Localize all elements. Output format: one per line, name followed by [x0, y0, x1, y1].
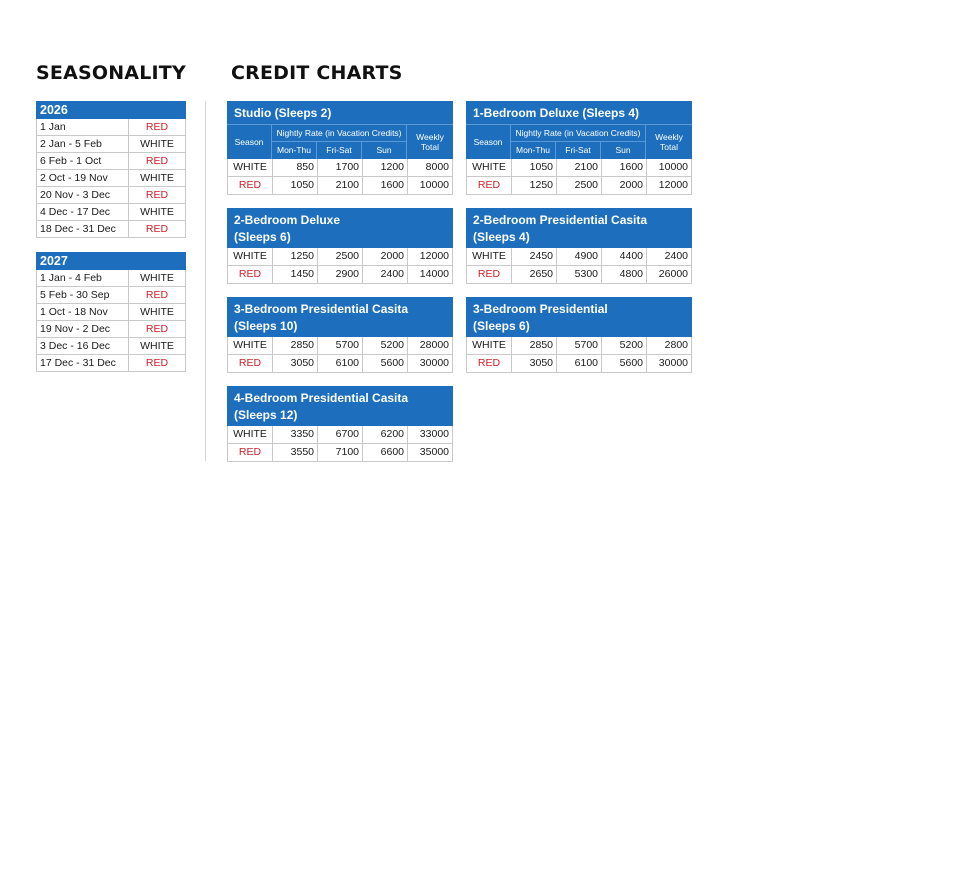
- fri-sat-header: Fri-Sat: [555, 142, 600, 159]
- season-row: [36, 119, 186, 136]
- weekly-total-value: 35000: [419, 446, 449, 458]
- mon-thu-header: Mon-Thu: [515, 145, 550, 155]
- card-title-line: 3-Bedroom Presidential Casita: [234, 302, 409, 316]
- rate-row: [227, 426, 453, 444]
- season-name: WHITE: [140, 272, 174, 284]
- mon-thu-value: 2650: [512, 266, 557, 283]
- fri-sat-header: Fri-Sat: [316, 142, 361, 159]
- rate-season: WHITE: [228, 159, 273, 176]
- sun-value: 5200: [363, 337, 408, 354]
- card-title: [466, 297, 692, 337]
- weekly-total-value: 30000: [658, 357, 688, 369]
- card-title-line: 3-Bedroom Presidential: [473, 302, 608, 316]
- card-title-line: 4-Bedroom Presidential Casita: [234, 391, 409, 405]
- weekly-total-value: 12000: [419, 250, 449, 262]
- sun-value: 1200: [363, 159, 408, 176]
- season-name: WHITE: [140, 206, 174, 218]
- column-header-row: [227, 124, 453, 159]
- fri-sat-value: 5300: [557, 266, 602, 283]
- fri-sat-value: 2100: [318, 177, 363, 194]
- card-title-line: Studio (Sleeps 2): [234, 106, 332, 120]
- season-row: [36, 187, 186, 204]
- credit-chart-card: [227, 208, 453, 284]
- rate-season: WHITE: [228, 337, 273, 354]
- season-row: [36, 270, 186, 287]
- sun-value: 4800: [602, 266, 647, 283]
- season-name: WHITE: [140, 340, 174, 352]
- rate-row: [466, 266, 692, 284]
- fri-sat-value: 6700: [318, 426, 363, 443]
- season-date-range: 1 Oct - 18 Nov: [37, 304, 129, 320]
- rate-season: WHITE: [467, 248, 512, 265]
- sun-value: 5600: [602, 355, 647, 372]
- season-table-2027: [36, 252, 186, 372]
- rate-season: RED: [467, 266, 512, 283]
- card-title-line: 2-Bedroom Presidential Casita: [473, 213, 648, 227]
- season-row: [36, 153, 186, 170]
- weekly-label: Weekly: [655, 132, 683, 142]
- weekly-total-value: 12000: [658, 179, 688, 191]
- season-table-2026: [36, 101, 186, 238]
- nightly-rate-header: [511, 125, 646, 159]
- rate-row: [227, 355, 453, 373]
- card-title: [227, 386, 453, 426]
- sun-header: Sun: [361, 142, 406, 159]
- sun-value: 2000: [363, 248, 408, 265]
- fri-sat-value: 2500: [318, 248, 363, 265]
- season-name: WHITE: [140, 172, 174, 184]
- season-date-range: 2 Jan - 5 Feb: [37, 136, 129, 152]
- sun-value: 2400: [363, 266, 408, 283]
- season-row: [36, 321, 186, 338]
- mon-thu-value: 3350: [273, 426, 318, 443]
- season-name: RED: [145, 357, 169, 369]
- weekly-total-header: [407, 125, 453, 159]
- fri-sat-value: 5700: [557, 337, 602, 354]
- rate-season: WHITE: [467, 159, 512, 176]
- season-row: [36, 170, 186, 187]
- mon-thu-value: 3050: [273, 355, 318, 372]
- sun-value: 5600: [363, 355, 408, 372]
- season-date-range: 1 Jan: [37, 119, 129, 135]
- season-date-range: 4 Dec - 17 Dec: [37, 204, 129, 220]
- card-title: [227, 101, 453, 124]
- rate-season: WHITE: [228, 248, 273, 265]
- weekly-total-value: 2400: [664, 250, 688, 262]
- card-title-sleeps: (Sleeps 6): [473, 319, 530, 333]
- sun-value: 6600: [363, 444, 408, 461]
- rate-season: RED: [467, 177, 512, 194]
- weekly-total-value: 33000: [419, 428, 449, 440]
- season-date-range: 18 Dec - 31 Dec: [37, 221, 129, 237]
- fri-sat-value: 1700: [318, 159, 363, 176]
- credit-chart-card: [227, 386, 453, 462]
- card-title: [227, 208, 453, 248]
- credit-chart-card: [466, 297, 692, 373]
- season-row: [36, 221, 186, 238]
- season-column-header: Season: [227, 125, 272, 159]
- season-year-header: 2026: [36, 101, 186, 119]
- card-title: [227, 297, 453, 337]
- sun-header: Sun: [600, 142, 645, 159]
- rate-row: [227, 159, 453, 177]
- credit-chart-card: [466, 101, 692, 195]
- sun-value: 1600: [602, 159, 647, 176]
- total-label: Total: [660, 142, 678, 152]
- rate-season: RED: [228, 177, 273, 194]
- season-row: [36, 204, 186, 221]
- card-title-sleeps: (Sleeps 12): [234, 408, 298, 422]
- mon-thu-value: 3550: [273, 444, 318, 461]
- seasonality-heading: SEASONALITY: [36, 62, 186, 84]
- fri-sat-value: 2100: [557, 159, 602, 176]
- mon-thu-value: 3050: [512, 355, 557, 372]
- card-title-sleeps: (Sleeps 10): [234, 319, 298, 333]
- rate-season: WHITE: [228, 426, 273, 443]
- season-name: WHITE: [140, 306, 174, 318]
- weekly-total-header: [646, 125, 692, 159]
- mon-thu-header: Mon-Thu: [276, 145, 311, 155]
- rate-season: RED: [228, 266, 273, 283]
- sun-value: 5200: [602, 337, 647, 354]
- weekly-total-value: 26000: [658, 268, 688, 280]
- total-label: Total: [421, 142, 439, 152]
- fri-sat-value: 2900: [318, 266, 363, 283]
- credit-chart-card: [227, 101, 453, 195]
- card-title-line: 1-Bedroom Deluxe (Sleeps 4): [473, 106, 640, 120]
- mon-thu-value: 2850: [273, 337, 318, 354]
- season-date-range: 6 Feb - 1 Oct: [37, 153, 129, 169]
- season-row: [36, 338, 186, 355]
- fri-sat-value: 6100: [318, 355, 363, 372]
- card-title: [466, 101, 692, 124]
- fri-sat-value: 7100: [318, 444, 363, 461]
- weekly-total-value: 8000: [425, 161, 449, 173]
- mon-thu-value: 2450: [512, 248, 557, 265]
- sun-value: 2000: [602, 177, 647, 194]
- season-date-range: 17 Dec - 31 Dec: [37, 355, 129, 371]
- season-row: [36, 287, 186, 304]
- fri-sat-value: 5700: [318, 337, 363, 354]
- season-name: RED: [145, 289, 169, 301]
- rate-season: WHITE: [467, 337, 512, 354]
- weekly-total-value: 10000: [658, 161, 688, 173]
- weekly-total-value: 28000: [419, 339, 449, 351]
- mon-thu-value: 850: [273, 159, 318, 176]
- season-year-header: 2027: [36, 252, 186, 270]
- nightly-rate-label: Nightly Rate (in Vacation Credits): [511, 125, 645, 142]
- rate-row: [466, 159, 692, 177]
- season-name: WHITE: [140, 138, 174, 150]
- rate-row: [466, 177, 692, 195]
- fri-sat-value: 4900: [557, 248, 602, 265]
- weekly-label: Weekly: [416, 132, 444, 142]
- season-column-header: Season: [466, 125, 511, 159]
- mon-thu-value: 1050: [273, 177, 318, 194]
- season-name: RED: [145, 155, 169, 167]
- rate-row: [466, 355, 692, 373]
- weekly-total-value: 14000: [419, 268, 449, 280]
- rate-row: [227, 177, 453, 195]
- section-divider: [205, 101, 206, 461]
- sun-value: 6200: [363, 426, 408, 443]
- fri-sat-value: 2500: [557, 177, 602, 194]
- season-date-range: 1 Jan - 4 Feb: [37, 270, 129, 286]
- rate-season: RED: [228, 355, 273, 372]
- card-title: [466, 208, 692, 248]
- nightly-rate-header: [272, 125, 407, 159]
- mon-thu-value: 2850: [512, 337, 557, 354]
- column-header-row: [466, 124, 692, 159]
- season-name: RED: [145, 323, 169, 335]
- credit-chart-card: [227, 297, 453, 373]
- mon-thu-value: 1050: [512, 159, 557, 176]
- season-date-range: 19 Nov - 2 Dec: [37, 321, 129, 337]
- season-date-range: 3 Dec - 16 Dec: [37, 338, 129, 354]
- fri-sat-value: 6100: [557, 355, 602, 372]
- rate-row: [227, 337, 453, 355]
- season-date-range: 20 Nov - 3 Dec: [37, 187, 129, 203]
- rate-row: [227, 248, 453, 266]
- nightly-rate-label: Nightly Rate (in Vacation Credits): [272, 125, 406, 142]
- season-row: [36, 136, 186, 153]
- rate-row: [466, 248, 692, 266]
- credit-charts-heading: CREDIT CHARTS: [231, 62, 403, 84]
- rate-row: [227, 444, 453, 462]
- season-name: RED: [145, 121, 169, 133]
- rate-row: [227, 266, 453, 284]
- season-name: RED: [145, 189, 169, 201]
- season-date-range: 5 Feb - 30 Sep: [37, 287, 129, 303]
- mon-thu-value: 1450: [273, 266, 318, 283]
- weekly-total-value: 30000: [419, 357, 449, 369]
- mon-thu-value: 1250: [512, 177, 557, 194]
- weekly-total-value: 10000: [419, 179, 449, 191]
- season-name: RED: [145, 223, 169, 235]
- rate-row: [466, 337, 692, 355]
- rate-season: RED: [228, 444, 273, 461]
- nightly-subheaders: [272, 142, 406, 159]
- season-date-range: 2 Oct - 19 Nov: [37, 170, 129, 186]
- rate-season: RED: [467, 355, 512, 372]
- weekly-total-value: 2800: [664, 339, 688, 351]
- card-title-line: 2-Bedroom Deluxe: [234, 213, 341, 227]
- nightly-subheaders: [511, 142, 645, 159]
- credit-chart-card: [466, 208, 692, 284]
- card-title-sleeps: (Sleeps 6): [234, 230, 291, 244]
- sun-value: 4400: [602, 248, 647, 265]
- season-row: [36, 355, 186, 372]
- card-title-sleeps: (Sleeps 4): [473, 230, 530, 244]
- sun-value: 1600: [363, 177, 408, 194]
- season-row: [36, 304, 186, 321]
- mon-thu-value: 1250: [273, 248, 318, 265]
